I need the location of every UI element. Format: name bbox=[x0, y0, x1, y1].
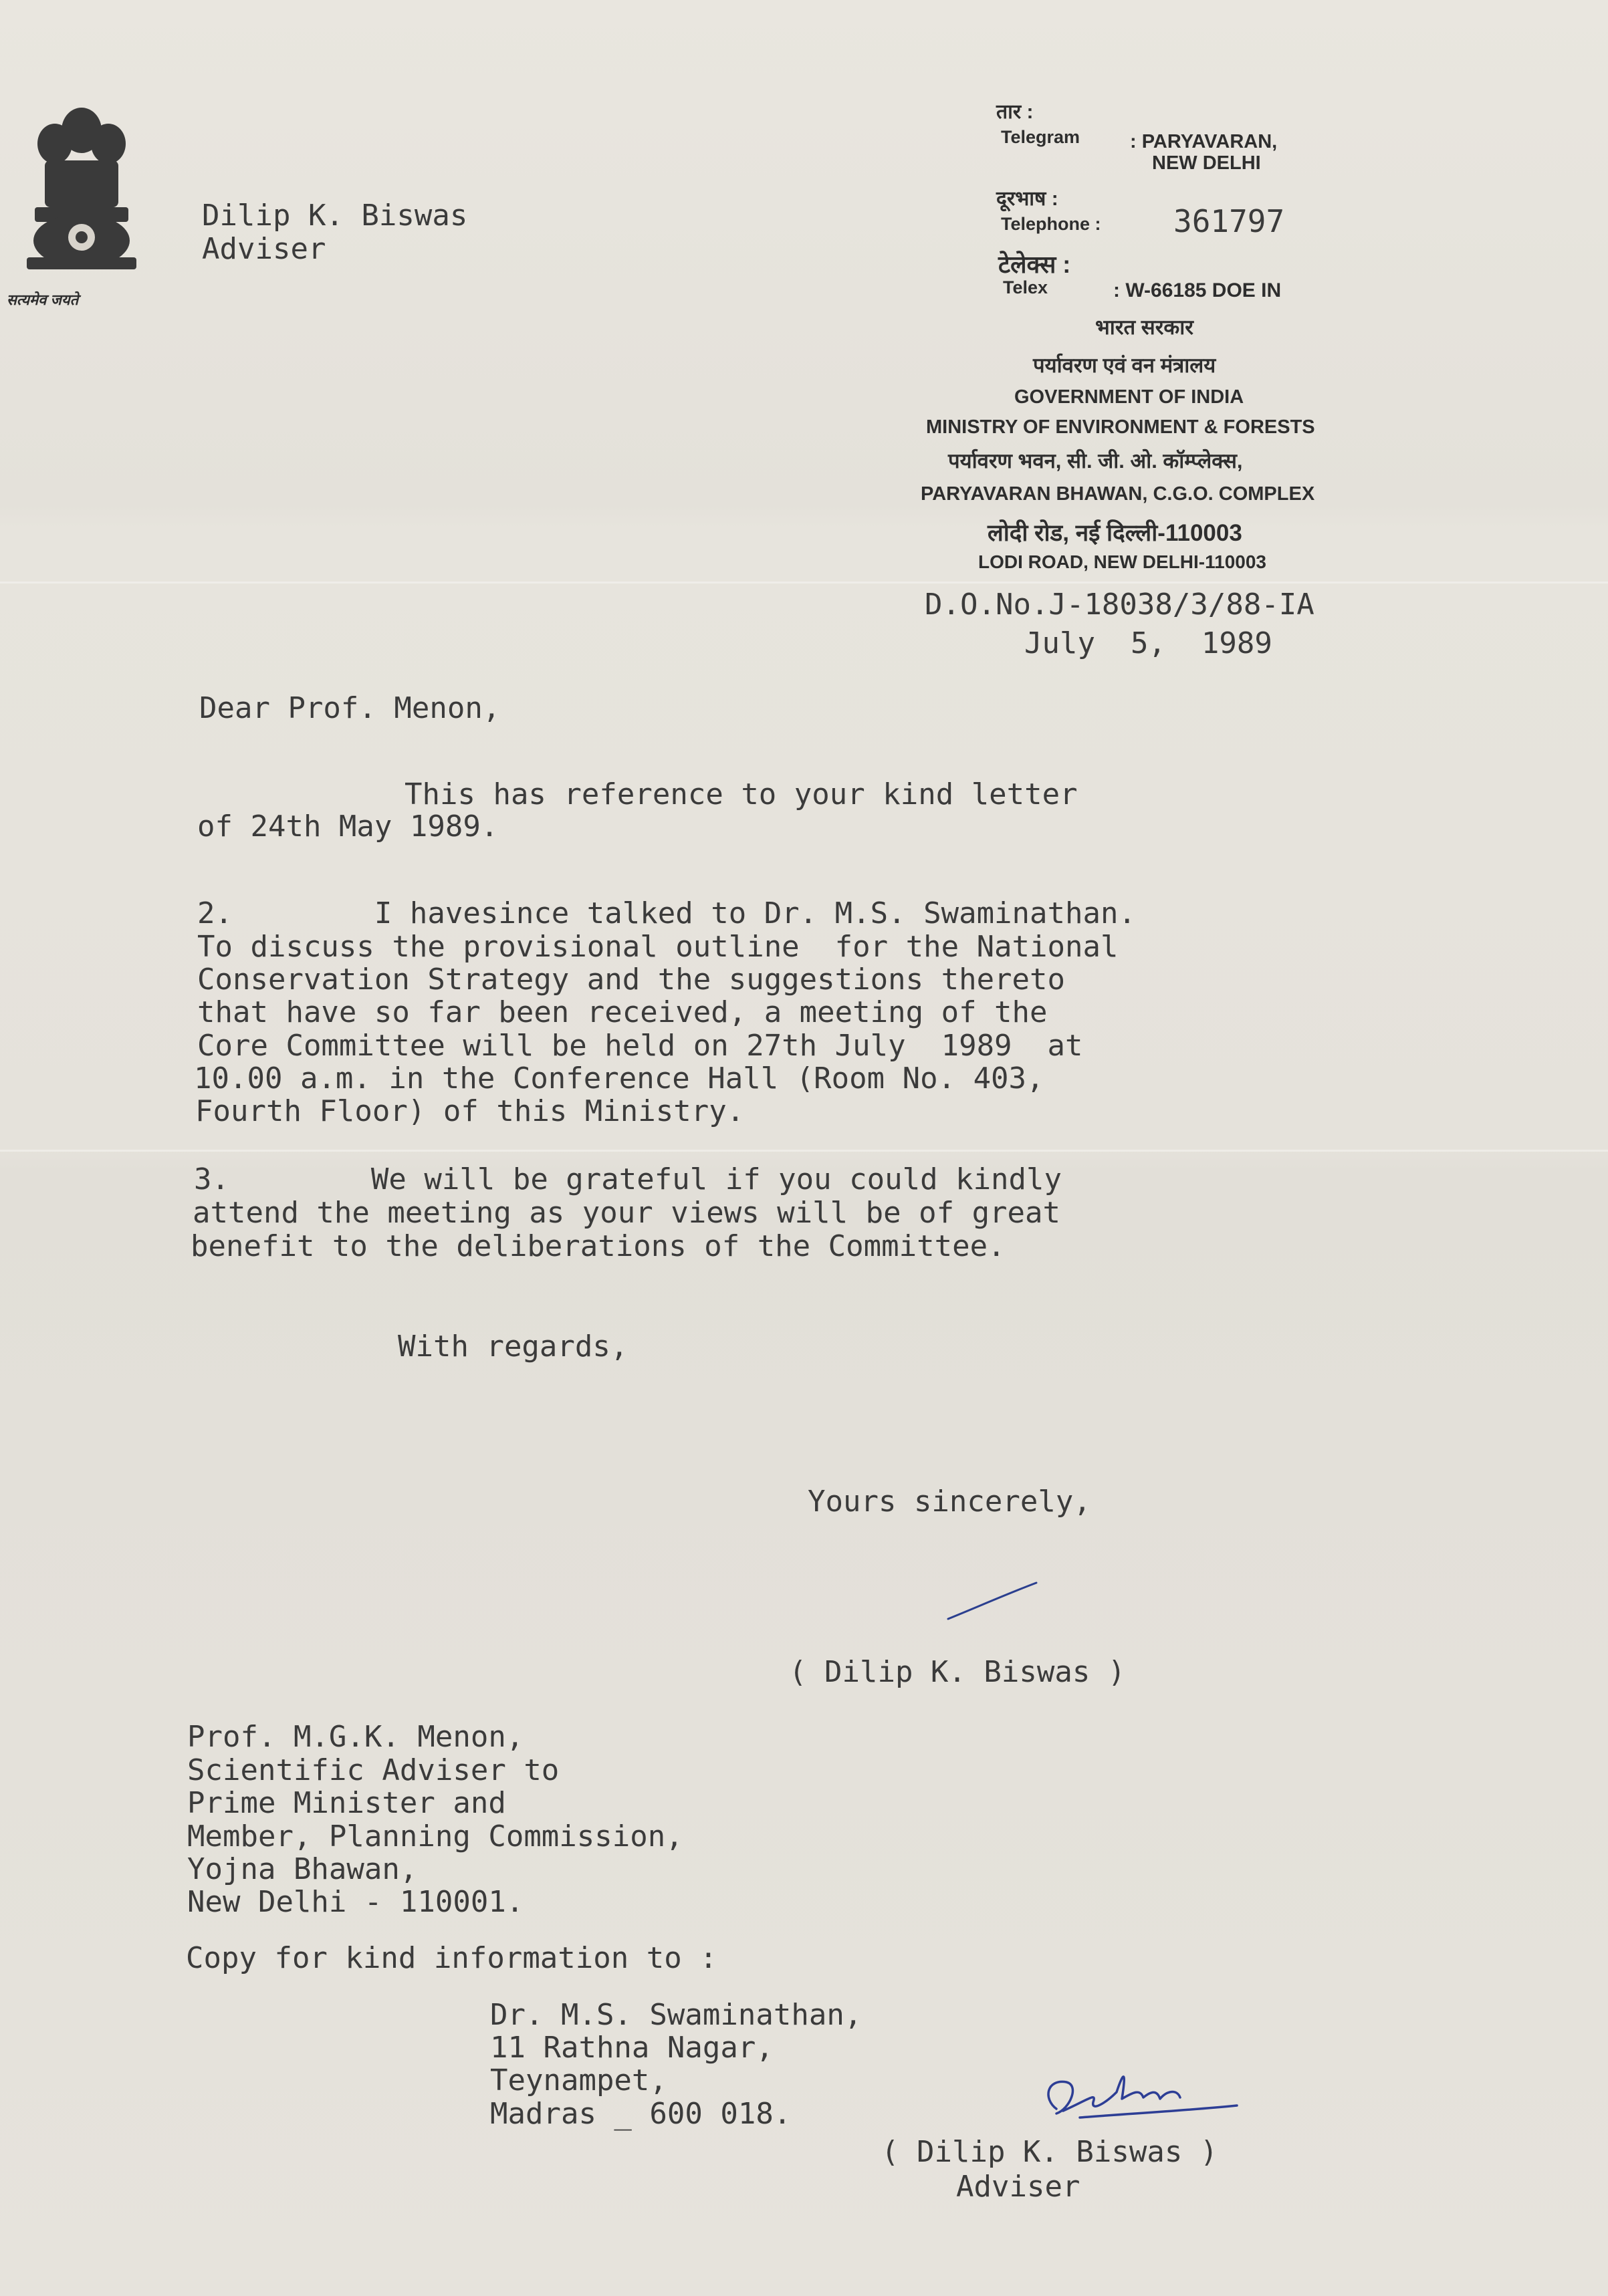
addressee-line: Yojna Bhawan, bbox=[187, 1852, 418, 1886]
reference-number: D.O.No.J-18038/3/88-IA bbox=[925, 588, 1314, 622]
sender-name: Dilip K. Biswas bbox=[202, 199, 468, 233]
regards: With regards, bbox=[398, 1329, 628, 1364]
telegram-label-hindi: तार : bbox=[996, 101, 1034, 123]
telegram-label: Telegram bbox=[1001, 127, 1080, 147]
copy-address-line: Teynampet, bbox=[490, 2063, 667, 2097]
ministry-name-hindi: पर्यावरण एवं वन मंत्रालय bbox=[1033, 354, 1216, 377]
paragraph-3-line: benefit to the deliberations of the Committee. bbox=[191, 1229, 1006, 1263]
emblem-caption: सत्यमेव जयते bbox=[7, 291, 79, 308]
national-emblem-icon bbox=[15, 97, 148, 311]
copy-address-line: 11 Rathna Nagar, bbox=[490, 2031, 774, 2065]
signatory-name: ( Dilip K. Biswas ) bbox=[789, 1655, 1126, 1689]
telephone-label-hindi: दूरभाष : bbox=[996, 188, 1058, 210]
signature-stroke bbox=[943, 1577, 1043, 1624]
sender-title: Adviser bbox=[202, 232, 326, 266]
government-name-hindi: भारत सरकार bbox=[1095, 315, 1193, 339]
paragraph-3-line: 3. We will be grateful if you could kindly bbox=[194, 1162, 1062, 1196]
handwritten-signature bbox=[1016, 2052, 1257, 2139]
telex-value: : W-66185 DOE IN bbox=[1113, 279, 1282, 301]
paper-fold bbox=[0, 1150, 1608, 1152]
addressee-line: Member, Planning Commission, bbox=[187, 1819, 683, 1854]
addressee-line: New Delhi - 110001. bbox=[187, 1885, 524, 1919]
paragraph-2-line: 2. I havesince talked to Dr. M.S. Swaminathan. bbox=[197, 896, 1136, 930]
copy-address-line: Madras _ 600 018. bbox=[490, 2097, 792, 2131]
copy-label: Copy for kind information to : bbox=[186, 1941, 717, 1975]
letter-date: July 5, 1989 bbox=[1024, 626, 1272, 660]
telex-label-hindi: टेलेक्स : bbox=[998, 251, 1071, 278]
salutation: Dear Prof. Menon, bbox=[199, 691, 501, 725]
paragraph-2-line: Conservation Strategy and the suggestions thereto bbox=[197, 963, 1066, 997]
building-name: PARYAVARAN BHAWAN, C.G.O. COMPLEX bbox=[921, 483, 1315, 505]
closing: Yours sincerely, bbox=[808, 1485, 1091, 1519]
telegram-value-city: NEW DELHI bbox=[1152, 152, 1261, 174]
paragraph-2-line: Fourth Floor) of this Ministry. bbox=[195, 1094, 745, 1128]
telephone-value: 361797 bbox=[1173, 203, 1285, 239]
road-address-hindi: लोदी रोड, नई दिल्ली-110003 bbox=[988, 520, 1242, 546]
ministry-name: MINISTRY OF ENVIRONMENT & FORESTS bbox=[926, 416, 1315, 438]
telex-label: Telex bbox=[1003, 277, 1048, 297]
government-name: GOVERNMENT OF INDIA bbox=[1014, 386, 1244, 408]
paper-fold bbox=[0, 582, 1608, 584]
paragraph-2-line: Core Committee will be held on 27th July 1989 at bbox=[197, 1029, 1083, 1063]
addressee-line: Prof. M.G.K. Menon, bbox=[187, 1720, 524, 1754]
copy-address-line: Dr. M.S. Swaminathan, bbox=[490, 1998, 863, 2032]
paragraph-2-line: To discuss the provisional outline for the National bbox=[197, 930, 1119, 964]
paragraph-3-line: attend the meeting as your views will be of great bbox=[193, 1196, 1061, 1230]
road-address: LODI ROAD, NEW DELHI-110003 bbox=[978, 551, 1266, 572]
paragraph-1-line: This has reference to your kind letter bbox=[405, 777, 1078, 811]
telegram-value: : PARYAVARAN, bbox=[1130, 131, 1278, 152]
paragraph-2-line: that have so far been received, a meeting of the bbox=[197, 995, 1048, 1029]
paragraph-2-line: 10.00 a.m. in the Conference Hall (Room No. 403, bbox=[194, 1061, 1044, 1096]
building-name-hindi: पर्यावरण भवन, सी. जी. ओ. कॉम्प्लेक्स, bbox=[948, 449, 1243, 473]
telephone-label: Telephone : bbox=[1001, 214, 1101, 234]
addressee-line: Scientific Adviser to bbox=[187, 1753, 560, 1787]
paragraph-1-line: of 24th May 1989. bbox=[197, 809, 499, 844]
addressee-line: Prime Minister and bbox=[187, 1786, 506, 1820]
copy-signatory-title: Adviser bbox=[956, 2170, 1080, 2204]
copy-signatory-name: ( Dilip K. Biswas ) bbox=[881, 2135, 1218, 2169]
